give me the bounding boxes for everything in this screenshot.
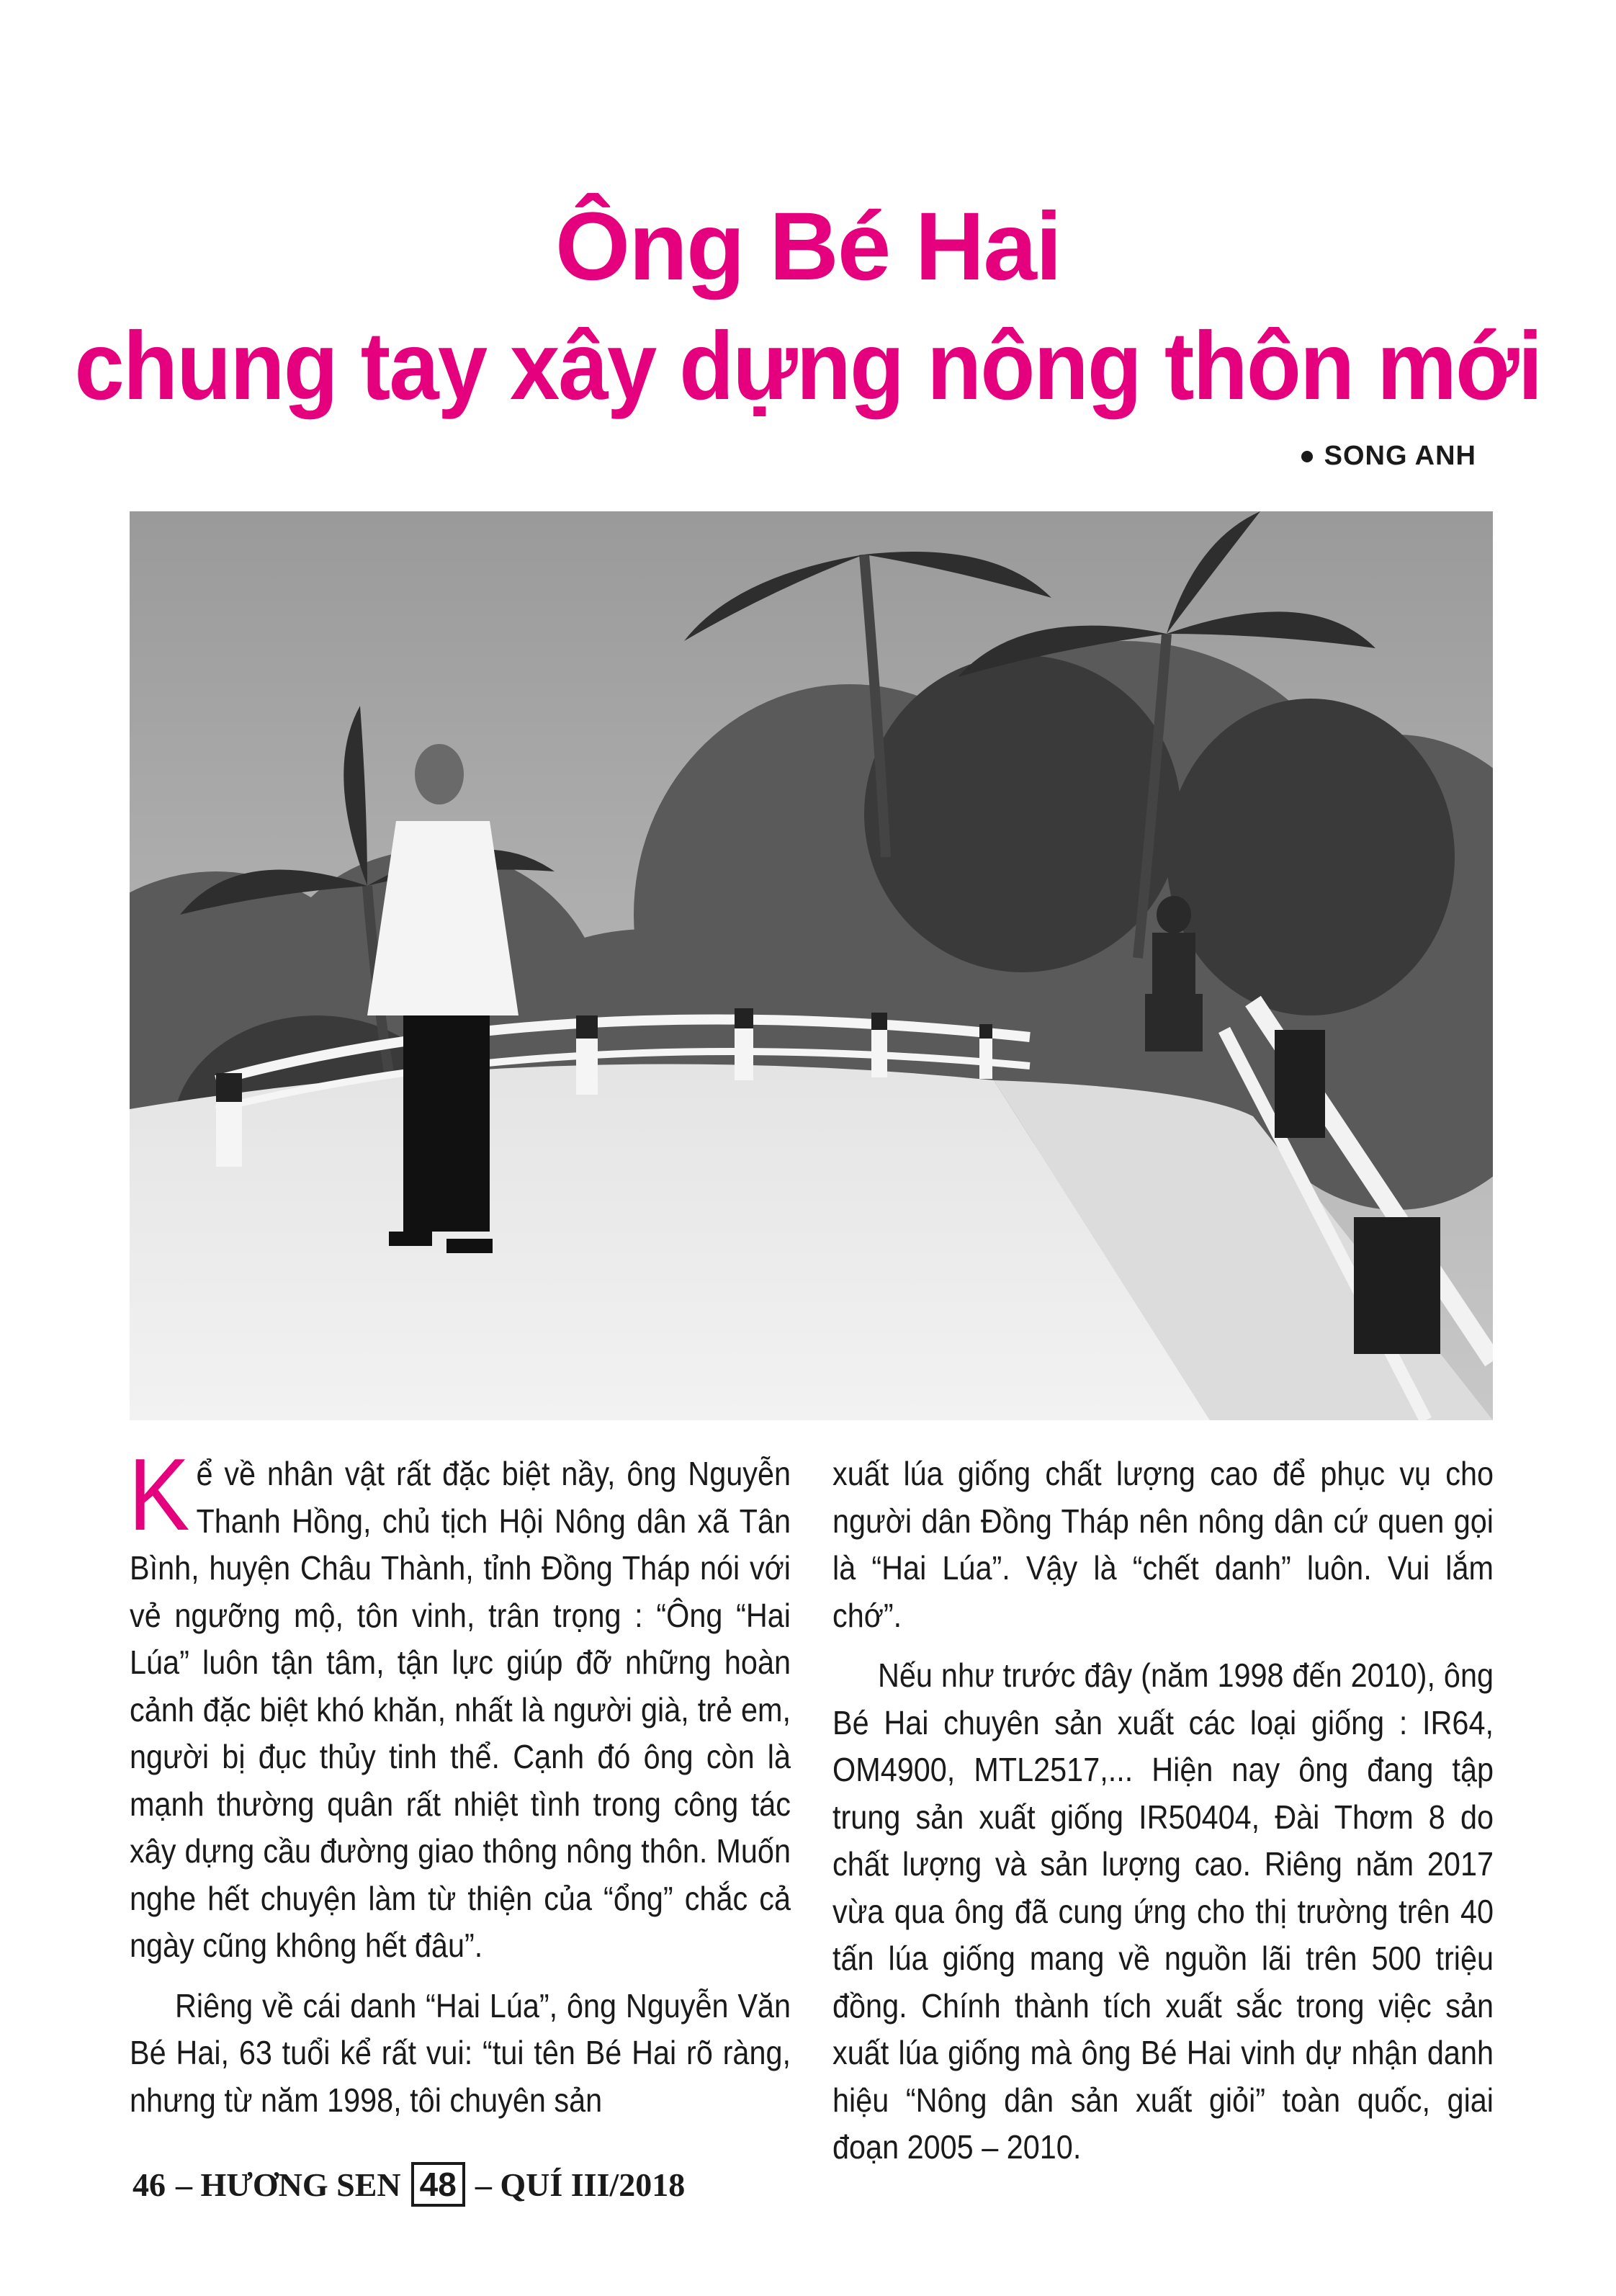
article-title-line2: chung tay xây dựng nông thôn mới	[74, 313, 1542, 420]
article-photo	[130, 511, 1493, 1420]
page-footer	[133, 2162, 685, 2207]
issue-period: – QUÍ III/2018	[475, 2166, 686, 2203]
author-name: SONG ANH	[1324, 441, 1476, 471]
magazine-name: – HƯƠNG SEN	[176, 2166, 401, 2203]
byline	[1301, 441, 1476, 472]
paragraph-3: xuất lúa giống chất lượng cao để phục vụ cho người dân Đồng Tháp nên nông dân cứ quen gọi là “Hai Lúa”. Vậy là “chết danh” luôn. Vui lắm chớ”.	[832, 1455, 1494, 1634]
photo-illustration	[130, 511, 1493, 1420]
drop-cap: K	[128, 1438, 190, 1552]
paragraph-1: Kể về nhân vật rất đặc biệt nầy, ông Nguyễn Thanh Hồng, chủ tịch Hội Nông dân xã Tân Bình, huyện Châu Thành, tỉnh Đồng Tháp nói với vẻ ngưỡng mộ, tôn vinh, trân trọng : “Ông “Hai Lúa” luôn tận tâm, tận lực giúp đỡ những hoàn cảnh đặc biệt khó khăn, nhất là người già, trẻ em, người bị đục thủy tinh thể. Cạnh đó ông còn là mạnh thường quân rất nhiệt tình trong công tác xây dựng cầu đường giao thông nông thôn. Muốn nghe hết chuyện làm từ thiện của “ổng” chắc cả ngày cũng không hết đâu”.	[128, 1438, 791, 1964]
paragraph-2: Riêng về cái danh “Hai Lúa”, ông Nguyễn Văn Bé Hai, 63 tuổi kể rất vui: “tui tên Bé Hai rõ ràng, nhưng từ năm 1998, tôi chuyên sản	[130, 1986, 791, 2119]
bullet-icon	[1301, 451, 1313, 462]
paragraph-4: Nếu như trước đây (năm 1998 đến 2010), ông Bé Hai chuyên sản xuất các loại giống : IR64, OM4900, MTL2517,... Hiện nay ông đang tập trung sản xuất giống IR50404, Đài Thơm 8 do chất lượng và sản lượng cao. Riêng năm 2017 vừa qua ông đã cung ứng cho thị trường trên 40 tấn lúa giống mang về nguồn lãi trên 500 triệu đồng. Chính thành tích xuất sắc trong việc sản xuất lúa giống mà ông Bé Hai vinh dự nhận danh hiệu “Nông dân sản xuất giỏi” toàn quốc, giai đoạn 2005 – 2010.	[832, 1656, 1494, 2166]
page-number: 46	[133, 2166, 166, 2203]
article-title-line1: Ông Bé Hai	[555, 193, 1061, 300]
column-right	[832, 1450, 1494, 2184]
issue-number: 48	[411, 2162, 465, 2207]
column-left	[128, 1438, 791, 2137]
